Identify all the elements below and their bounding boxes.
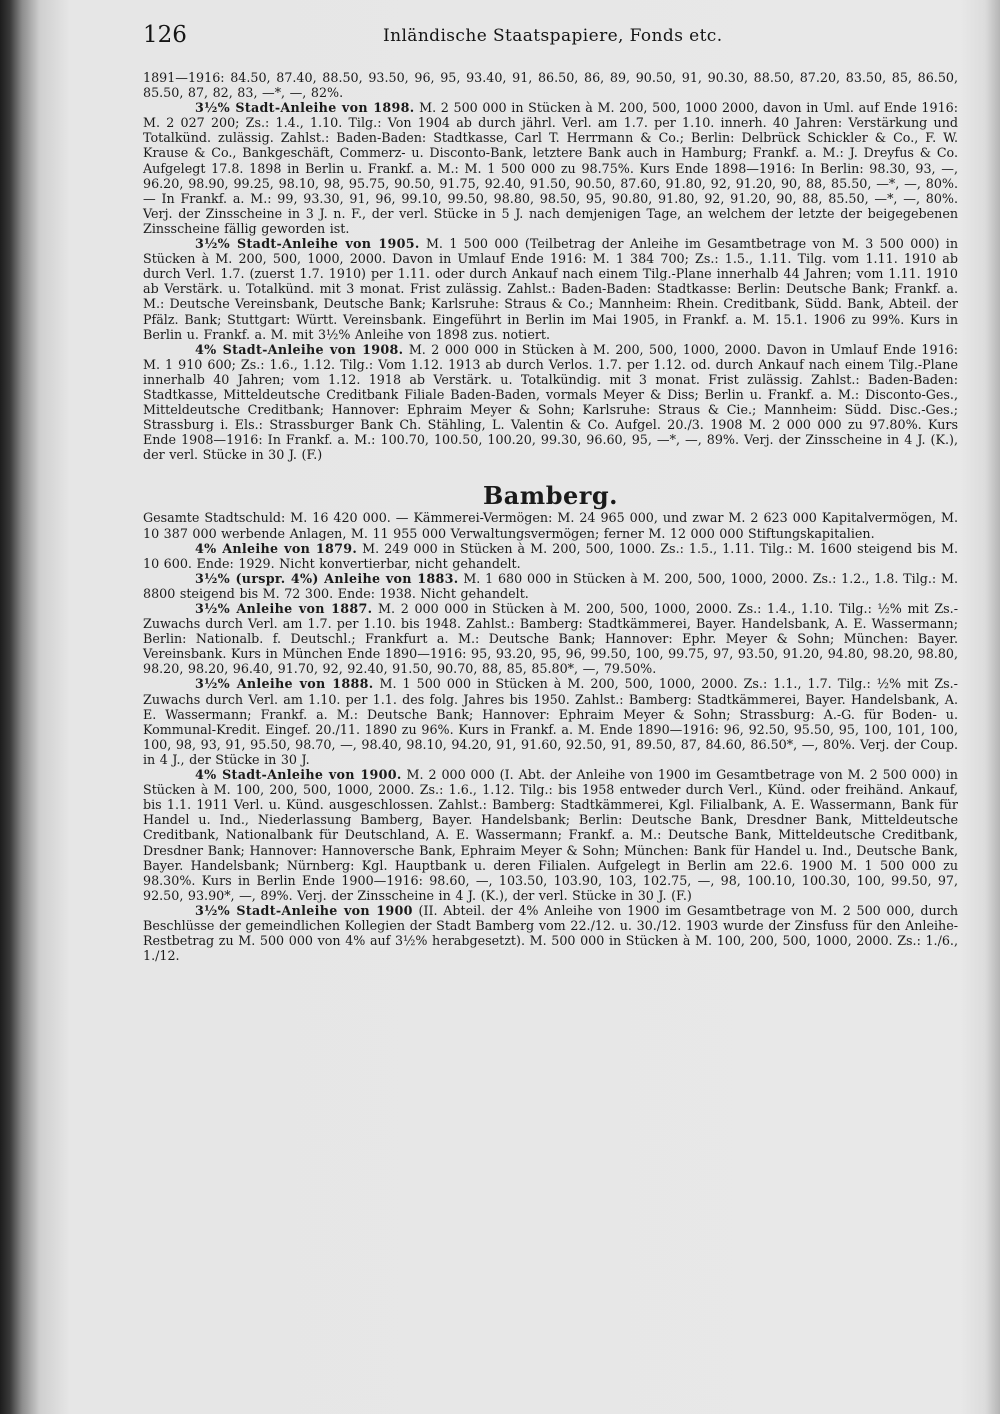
loan-text: M. 2 000 000 in Stücken à M. 200, 500, 1000, 2000. Davon in Umlauf Ende 1916: M. 1 910 600; Zs.: 1.6., 1.12. Tilg.: Vom 1.12. 1913 ab durch Verlos. 1.7. per 1.12. od. durch Ankauf nach einem Tilg.-Plane innerhalb 40 Jahren; vom 1.12. 1918 ab Verstärk. u. Totalkündig. mit 3 monat. Frist zulässig. Zahlst.: Baden-Baden: Stadtkasse, Mitteldeutsche Creditbank Filiale Baden-Baden, vormals Meyer & Diss; Berlin u. Frankf. a. M.: Disconto-Ges., Mitteldeutsche Creditbank; Hannover: Ephraim Meyer & Sohn; Karlsruhe: Straus & Cie.; Mannheim: Südd. Disc.-Ges.; Strassburg i. Els.: Strassburger Bank Ch. Stähling, L. Valentin & Co. Aufgel. 20./3. 1908 M. 2 000 000 zu 97.80%. Kurs Ende 1908—1916: In Frankf. a. M.: 100.70, 100.50, 100.20, 99.30, 96.60, 95, —*, —, 89%. Verj. der Zinsscheine in 4 J. (K.), der verl. Stücke in 30 J. (F.) xyxy=(143,341,958,463)
loan-entry-1887 xyxy=(143,601,958,676)
price-history-continued: 1891—1916: 84.50, 87.40, 88.50, 93.50, 96, 95, 93.40, 91, 86.50, 86, 89, 90.50, 91, 90.30, 88.50, 87.20, 83.50, 85, 86.50, 85.50, 87, 82, 83, —*, —, 82%. xyxy=(143,70,958,101)
loan-title: 3½% Stadt-Anleihe von 1898. xyxy=(195,100,415,116)
running-title: Inländische Staatspapiere, Fonds etc. xyxy=(383,26,723,46)
loan-text: (II. Abteil. der 4% Anleihe von 1900 im Gesamtbetrage von M. 2 500 000, durch Beschlüsse der gemeindlichen Kollegien der Stadt Bamberg vom 22./12. u. 30./12. 1903 wurde der Zinsfuss für den Anleihe-Restbetrag zu M. 500 000 von 4% auf 3½% herabgesetzt). M. 500 000 in Stücken à M. 100, 200, 500, 1000, 2000. Zs.: 1./6., 1./12. xyxy=(143,902,958,964)
loan-entry-1908 xyxy=(143,342,958,463)
loan-text: M. 1 500 000 in Stücken à M. 200, 500, 1000, 2000. Zs.: 1.1., 1.7. Tilg.: ½% mit Zs.-Zuwachs durch Verl. am 1.10. per 1.1. des folg. Jahres bis 1950. Zahlst.: Bamberg: Stadtkämmerei, Bayer. Handelsbank, A. E. Wassermann; Frankf. a. M.: Deutsche Bank; Hannover: Ephraim Meyer & Sohn; Strassburg: A.-G. für Boden- u. Kommunal-Kredit. Eingef. 20./11. 1890 zu 96%. Kurs in Frankf. a. M. Ende 1890—1916: 96, 92.50, 95.50, 95, 100, 101, 100, 100, 98, 93, 91, 95.50, 98.70, —, 98.40, 98.10, 94.20, 91, 91.60, 92.50, 91, 89.50, 87, 84.60, 86.50*, —, 80%. Verj. der Coup. in 4 J., der Stücke in 30 J. xyxy=(143,676,958,767)
loan-title: 3½% Stadt-Anleihe von 1900 xyxy=(195,902,413,918)
page-body xyxy=(143,70,958,963)
loan-text: M. 2 000 000 (I. Abt. der Anleihe von 1900 im Gesamtbetrage von M. 2 500 000) in Stücken à M. 100, 200, 500, 1000, 2000. Zs.: 1.6., 1.12. Tilg.: bis 1958 entweder durch Verl., Künd. oder freihänd. Ankauf, bis 1.1. 1911 Verl. u. Künd. ausgeschlossen. Zahlst.: Bamberg: Stadtkämmerei, Kgl. Filialbank, A. E. Wassermann, Bank für Handel u. Ind., Niederlassung Bamberg, Bayer. Handelsbank; Berlin: Deutsche Bank, Dresdner Bank, Mitteldeutsche Creditbank, Nationalbank für Deutschland, A. E. Wassermann; Frankf. a. M.: Deutsche Bank, Mitteldeutsche Creditbank, Dresdner Bank; Hannover: Hannoversche Bank, Ephraim Meyer & Sohn; München: Bank für Handel u. Ind., Deutsche Bank, Bayer. Handelsbank; Nürnberg: Kgl. Hauptbank u. deren Filialen. Aufgelegt in Berlin am 22.6. 1900 M. 1 500 000 zu 98.30%. Kurs in Berlin Ende 1900—1916: 98.60, —, 103.50, 103.90, 103, 102.75, —, 98, 100.10, 100.30, 100, 99.50, 97, 92.50, 93.90*, —, 89%. Verj. der Zinsscheine in 4 J. (K.), der verl. Stücke in 30 J. (F.) xyxy=(143,767,958,903)
loan-title: 4% Anleihe von 1879. xyxy=(195,540,358,556)
page-number: 126 xyxy=(143,22,187,48)
city-heading: Bamberg. xyxy=(482,481,619,511)
loan-entry-1900-i xyxy=(143,767,958,903)
loan-title: 3½% Anleihe von 1887. xyxy=(195,601,373,616)
loan-entry-1905 xyxy=(143,236,958,342)
loan-entry-1879 xyxy=(143,541,958,571)
debt-summary: Gesamte Stadtschuld: M. 16 420 000. — Kämmerei-Vermögen: M. 24 965 000, und zwar M. 2 623 000 Kapitalvermögen, M. 10 387 000 werbende Anlagen, M. 11 955 000 Verwaltungsvermögen; ferner M. 12 000 000 Stiftungskapitalien. xyxy=(143,510,958,541)
loan-title: 3½% Anleihe von 1888. xyxy=(195,676,374,692)
loan-title: 4% Stadt-Anleihe von 1908. xyxy=(195,341,404,357)
loan-title: 4% Stadt-Anleihe von 1900. xyxy=(195,767,402,783)
loan-entry-1900-ii xyxy=(143,903,958,963)
loan-entry-1888 xyxy=(143,676,958,767)
loan-text: M. 1 500 000 (Teilbetrag der Anleihe im Gesamtbetrage von M. 3 500 000) in Stücken à M. 200, 500, 1000, 2000. Davon in Umlauf Ende 1916: M. 1 384 700; Zs.: 1.5., 1.11. Tilg. vom 1.11. 1910 ab durch Verl. 1.7. (zuerst 1.7. 1910) per 1.11. oder durch Ankauf nach einem Tilg.-Plane innerhalb 44 Jahren; vom 1.11. 1910 ab Verstärk. u. Totalkünd. mit 3 monat. Frist zulässig. Zahlst.: Baden-Baden: Stadtkasse: Berlin: Deutsche Bank; Frankf. a. M.: Deutsche Vereinsbank, Deutsche Bank; Karlsruhe: Straus & Co.; Mannheim: Rhein. Creditbank, Südd. Bank, Abteil. der Pfälz. Bank; Stuttgart: Württ. Vereinsbank. Eingeführt in Berlin im Mai 1905, in Frankf. a. M. 15.1. 1906 zu 99%. Kurs in Berlin u. Frankf. a. M. mit 3½% Anleihe von 1898 zus. notiert. xyxy=(143,236,958,342)
loan-text: M. 1 680 000 in Stücken à M. 200, 500, 1000, 2000. Zs.: 1.2., 1.8. Tilg.: M. 8800 steigend bis M. 72 300. Ende: 1938. Nicht gehandelt. xyxy=(143,570,958,601)
loan-text: M. 2 500 000 in Stücken à M. 200, 500, 1000 2000, davon in Uml. auf Ende 1916: M. 2 027 200; Zs.: 1.4., 1.10. Tilg.: Von 1904 ab durch jährl. Verl. am 1.7. per 1.10. innerh. 40 Jahren: Verstärkung und Totalkünd. zulässig. Zahlst.: Baden-Baden: Stadtkasse, Carl T. Herrmann & Co.; Berlin: Delbrück Schickler & Co., F. W. Krause & Co., Bankgeschäft, Commerz- u. Disconto-Bank, letztere Bank auch in Hamburg; Frankf. a. M.: J. Dreyfus & Co. Aufgelegt 17.8. 1898 in Berlin u. Frankf. a. M.: M. 1 500 000 zu 98.75%. Kurs Ende 1898—1916: In Berlin: 98.30, 93, —, 96.20, 98.90, 99.25, 98.10, 98, 95.75, 90.50, 91.75, 92.40, 91.50, 90.50, 87.60, 91.80, 92, 91.20, 90, 88, 85.50, —*, —, 80%. — In Frankf. a. M.: 99, 93.30, 91, 96, 99.10, 99.50, 98.80, 98.50, 95, 90.80, 91.80, 92, 91.20, 90, 88, 85.50, —*, —, 80%. Verj. der Zinsscheine in 3 J. n. F., der verl. Stücke in 5 J. nach demjenigen Tage, an welchem der letzte der beigegebenen Zinsscheine fällig geworden ist. xyxy=(143,100,958,236)
loan-title: 3½% (urspr. 4%) Anleihe von 1883. xyxy=(195,570,459,586)
loan-text: M. 2 000 000 in Stücken à M. 200, 500, 1000, 2000. Zs.: 1.4., 1.10. Tilg.: ½% mit Zs.-Zuwachs durch Verl. am 1.7. per 1.10. bis 1948. Zahlst.: Bamberg: Stadtkämmerei, Bayer. Handelsbank, A. E. Wassermann; Berlin: Nationalb. f. Deutschl.; Frankfurt a. M.: Deutsche Bank; Hannover: Ephr. Meyer & Sohn; München: Bayer. Vereinsbank. Kurs in München Ende 1890—1916: 95, 93.20, 95, 96, 99.50, 100, 99.75, 97, 93.50, 91.20, 94.80, 98.20, 98.80, 98.20, 98.20, 96.40, 91.70, 92, 92.40, 91.50, 90.70, 88, 85, 85.80*, —, 79.50%. xyxy=(143,601,958,677)
loan-entry-1883 xyxy=(143,571,958,601)
page-header xyxy=(143,22,963,52)
loan-entry-1898 xyxy=(143,100,958,236)
loan-title: 3½% Stadt-Anleihe von 1905. xyxy=(195,236,420,252)
loan-text: M. 249 000 in Stücken à M. 200, 500, 1000. Zs.: 1.5., 1.11. Tilg.: M. 1600 steigend bis M. 10 600. Ende: 1929. Nicht konvertierbar, nicht gehandelt. xyxy=(143,540,958,571)
